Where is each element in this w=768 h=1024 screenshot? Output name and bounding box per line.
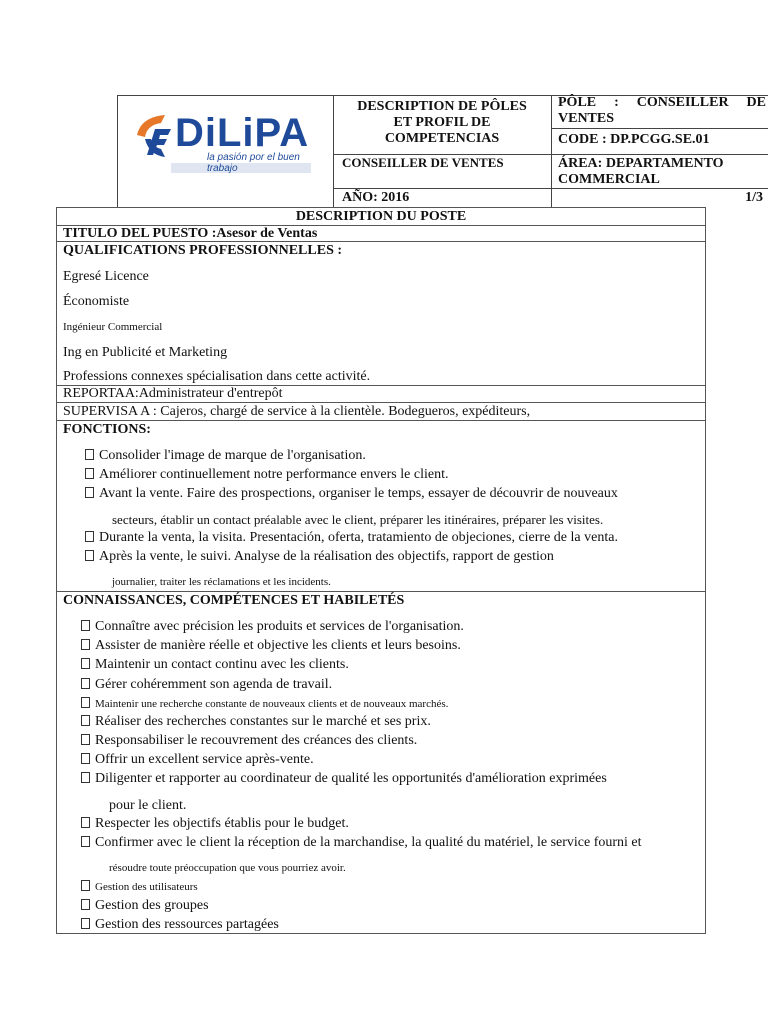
knowledge-item: Réaliser des recherches constantes sur le marché et ses prix. xyxy=(81,714,431,730)
qualification-item: Ing en Publicité et Marketing xyxy=(63,345,228,360)
section-title: DESCRIPTION DU POSTE xyxy=(295,209,467,224)
pole-label: PÔLE : CONSEILLER DE VENTES xyxy=(558,95,766,126)
page-number: 1/3 xyxy=(745,190,763,205)
knowledge-item: Offrir un excellent service après-vente. xyxy=(81,752,314,768)
reports-to: REPORTAA:Administrateur d'entrepôt xyxy=(63,386,283,401)
function-item-continuation: journalier, traiter les réclamations et les incidents. xyxy=(112,576,331,588)
job-title: TITULO DEL PUESTO :Asesor de Ventas xyxy=(63,226,318,241)
checkbox-icon xyxy=(81,772,90,783)
checkbox-icon xyxy=(81,753,90,764)
document-header xyxy=(117,95,768,207)
position-name: CONSEILLER DE VENTES xyxy=(342,155,504,170)
area-label: ÁREA: DEPARTAMENTO COMMERCIAL xyxy=(558,156,724,187)
knowledge-item-continuation: pour le client. xyxy=(109,798,187,813)
qualifications-heading: QUALIFICATIONS PROFESSIONNELLES : xyxy=(63,243,343,258)
qualification-item: Professions connexes spécialisation dans cette activité. xyxy=(63,369,371,384)
document-title: DESCRIPTION DE PÔLES ET PROFIL DE COMPETENCIAS xyxy=(357,99,527,146)
function-item: Consolider l'image de marque de l'organisation. xyxy=(85,448,366,464)
checkbox-icon xyxy=(81,817,90,828)
checkbox-icon xyxy=(81,697,90,708)
qualification-item: Egresé Licence xyxy=(63,269,149,284)
checkbox-icon xyxy=(85,487,94,498)
checkbox-icon xyxy=(85,449,94,460)
knowledge-item: Connaître avec précision les produits et services de l'organisation. xyxy=(81,619,464,635)
function-item-continuation: secteurs, établir un contact préalable avec le client, préparer les itinéraires, préparer les visites. xyxy=(112,512,604,527)
checkbox-icon xyxy=(81,715,90,726)
checkbox-icon xyxy=(81,836,90,847)
year-label: AÑO: 2016 xyxy=(342,190,410,205)
checkbox-icon xyxy=(81,918,90,929)
checkbox-icon xyxy=(85,531,94,542)
checkbox-icon xyxy=(81,620,90,631)
checkbox-icon xyxy=(81,734,90,745)
knowledge-item: Responsabiliser le recouvrement des créances des clients. xyxy=(81,733,417,749)
knowledge-item: Gestion des groupes xyxy=(81,898,209,914)
job-description-table xyxy=(56,207,706,934)
knowledge-item: Diligenter et rapporter au coordinateur de qualité les opportunités d'amélioration exprimées xyxy=(81,771,607,787)
checkbox-icon xyxy=(81,899,90,910)
supervises: SUPERVISA A : Cajeros, chargé de service à la clientèle. Bodegueros, expéditeurs, xyxy=(63,404,531,419)
knowledge-item: Maintenir un contact continu avec les clients. xyxy=(81,657,349,673)
logo-tagline: la pasión por el buen trabajo xyxy=(207,152,300,174)
checkbox-icon xyxy=(81,658,90,669)
qualification-item: Économiste xyxy=(63,294,130,309)
function-item: Durante la venta, la visita. Presentación, oferta, tratamiento de objeciones, cierre de la venta. xyxy=(85,530,618,546)
function-item: Avant la vente. Faire des prospections, organiser le temps, essayer de découvrir de nouveaux xyxy=(85,486,618,502)
checkbox-icon xyxy=(85,550,94,561)
knowledge-item: Maintenir une recherche constante de nouveaux clients et de nouveaux marchés. xyxy=(81,696,448,712)
knowledge-item: Gestion des utilisateurs xyxy=(81,879,198,895)
knowledge-item: Assister de manière réelle et objective les clients et leurs besoins. xyxy=(81,638,461,654)
document-code: CODE : DP.PCGG.SE.01 xyxy=(558,132,710,147)
knowledge-item: Gestion des ressources partagées xyxy=(81,917,279,933)
function-item: Améliorer continuellement notre performance envers le client. xyxy=(85,467,448,483)
checkbox-icon xyxy=(81,639,90,650)
knowledge-item-continuation: résoudre toute préoccupation que vous pourriez avoir. xyxy=(109,862,346,874)
qualification-item: Ingénieur Commercial xyxy=(63,321,163,333)
checkbox-icon xyxy=(81,678,90,689)
knowledge-heading: CONNAISSANCES, COMPÉTENCES ET HABILETÉS xyxy=(63,593,405,608)
knowledge-item: Gérer cohéremment son agenda de travail. xyxy=(81,677,332,693)
checkbox-icon xyxy=(85,468,94,479)
logo-brand-text: DiLiPA xyxy=(175,111,310,155)
functions-heading: FONCTIONS: xyxy=(63,422,151,437)
checkbox-icon xyxy=(81,880,90,891)
knowledge-item: Confirmer avec le client la réception de la marchandise, la qualité du matériel, le service fourni et xyxy=(81,835,642,851)
company-logo xyxy=(131,105,319,177)
function-item: Après la vente, le suivi. Analyse de la réalisation des objectifs, rapport de gestion xyxy=(85,549,554,565)
knowledge-item: Respecter les objectifs établis pour le budget. xyxy=(81,816,349,832)
